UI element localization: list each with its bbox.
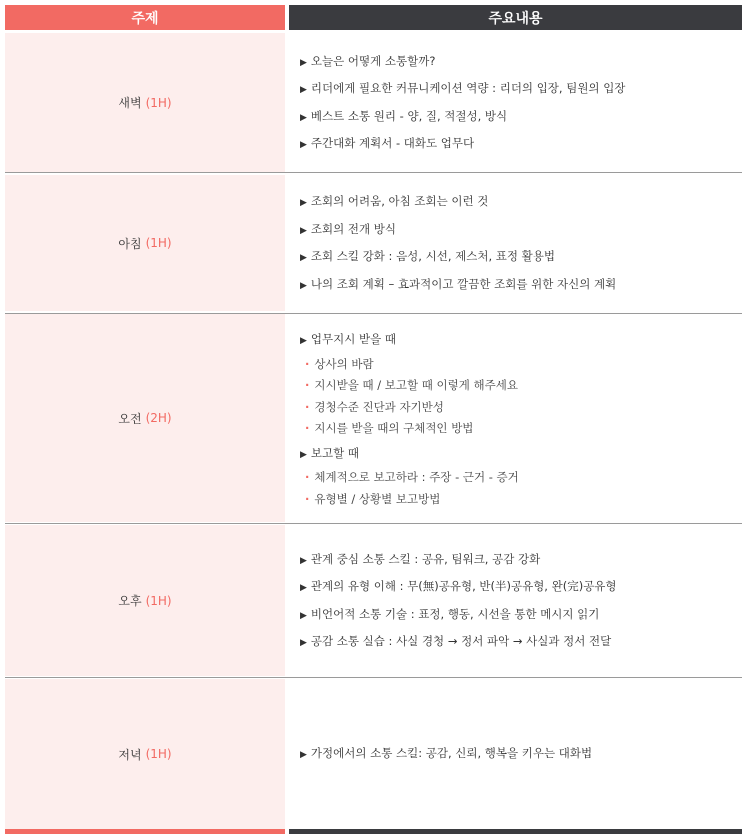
content-item-text: 조회의 어려움, 아침 조회는 이런 것 [310, 194, 489, 208]
bottom-bar-left [5, 829, 285, 834]
topic-name: 오전 [118, 411, 142, 426]
content-item [300, 188, 742, 216]
table-row [5, 314, 742, 522]
content-item [300, 243, 742, 271]
content-item [300, 75, 742, 103]
content-item [300, 48, 742, 76]
header-topic: 주제 [5, 5, 285, 30]
topic-name: 새벽 [118, 96, 142, 110]
row-divider [5, 523, 742, 524]
content-sub-item [300, 375, 742, 397]
content-item [300, 130, 742, 158]
content-item-text: 공감 소통 실습 : 사실 경청 → 정서 파악 → 사실과 정서 전달 [310, 634, 612, 648]
topic-cell [5, 314, 285, 522]
triangle-bullet-icon: ▶ [300, 85, 307, 95]
dot-bullet-icon: · [305, 356, 310, 371]
content-cell [289, 525, 742, 676]
topic-name: 아침 [118, 236, 142, 251]
content-item [300, 546, 742, 574]
content-item-text: 관계의 유형 이해 : 무(無)공유형, 반(半)공유형, 완(完)공유형 [310, 579, 617, 593]
triangle-bullet-icon: ▶ [300, 638, 307, 648]
triangle-bullet-icon: ▶ [300, 112, 307, 123]
topic-name: 오후 [118, 594, 142, 608]
triangle-bullet-icon: ▶ [300, 280, 307, 291]
topic-duration: (1H) [145, 747, 172, 761]
topic-cell [5, 33, 285, 172]
header-content: 주요내용 [289, 5, 742, 30]
topic-duration: (1H) [145, 593, 172, 608]
content-item [300, 326, 742, 354]
content-cell [289, 175, 742, 311]
topic-duration: (2H) [145, 411, 172, 425]
triangle-bullet-icon: ▶ [300, 449, 307, 460]
table-row [5, 525, 742, 676]
content-item [300, 216, 742, 244]
row-divider [5, 677, 742, 678]
content-item-text: 조회의 전개 방식 [310, 221, 396, 236]
dot-bullet-icon: · [305, 421, 310, 435]
table-row [5, 679, 742, 829]
content-item [300, 440, 742, 468]
topic-duration: (1H) [145, 95, 172, 110]
topic-cell [5, 525, 285, 676]
triangle-bullet-icon: ▶ [300, 198, 307, 208]
table-row [5, 33, 742, 172]
content-item [300, 740, 742, 768]
content-item [300, 573, 742, 601]
triangle-bullet-icon: ▶ [300, 555, 307, 566]
content-sub-item-text: 지시받을 때 / 보고할 때 이렇게 해주세요 [314, 378, 518, 392]
triangle-bullet-icon: ▶ [300, 336, 307, 346]
triangle-bullet-icon: ▶ [300, 750, 307, 761]
content-sub-item [300, 489, 742, 511]
dot-bullet-icon: · [305, 491, 310, 506]
content-item [300, 628, 742, 656]
content-item-text: 오늘은 어떻게 소통할까? [310, 53, 436, 68]
content-cell [289, 679, 742, 829]
triangle-bullet-icon: ▶ [300, 140, 307, 150]
content-item-text: 업무지시 받을 때 [310, 332, 396, 346]
content-item [300, 103, 742, 131]
triangle-bullet-icon: ▶ [300, 583, 307, 593]
topic-name: 저녁 [118, 747, 142, 762]
topic-cell [5, 679, 285, 829]
content-item-text: 조회 스킬 강화 : 음성, 시선, 제스처, 표정 활용법 [310, 249, 555, 263]
content-sub-item [300, 354, 742, 376]
dot-bullet-icon: · [305, 399, 310, 414]
row-divider [5, 172, 742, 173]
content-item-text: 보고할 때 [310, 445, 360, 460]
dot-bullet-icon: · [305, 470, 310, 484]
content-item-text: 관계 중심 소통 스킬 : 공유, 팀워크, 공감 강화 [310, 551, 541, 566]
content-item-text: 비언어적 소통 기술 : 표정, 행동, 시선을 통한 메시지 읽기 [310, 606, 600, 621]
content-item [300, 601, 742, 629]
content-item-text: 주간대화 계획서 - 대화도 업무다 [310, 136, 475, 150]
triangle-bullet-icon: ▶ [300, 610, 307, 621]
triangle-bullet-icon: ▶ [300, 57, 307, 68]
triangle-bullet-icon: ▶ [300, 253, 307, 263]
content-item [300, 271, 742, 299]
content-sub-item [300, 418, 742, 440]
content-sub-item-text: 체계적으로 보고하라 : 주장 - 근거 - 증거 [314, 470, 519, 484]
topic-cell [5, 175, 285, 311]
content-sub-item-text: 경청수준 진단과 자기반성 [314, 399, 444, 414]
table-row [5, 175, 742, 311]
row-divider [5, 313, 742, 314]
dot-bullet-icon: · [305, 378, 310, 392]
content-sub-item [300, 397, 742, 419]
content-sub-item-text: 상사의 바람 [314, 356, 374, 371]
bottom-bar-right [289, 829, 742, 834]
content-item-text: 베스트 소통 원리 - 양, 질, 적절성, 방식 [310, 108, 508, 123]
content-item-text: 나의 조회 계획 – 효과적이고 깔끔한 조회를 위한 자신의 계획 [310, 276, 617, 291]
triangle-bullet-icon: ▶ [300, 225, 307, 236]
content-sub-item-text: 유형별 / 상황별 보고방법 [314, 491, 441, 506]
topic-duration: (1H) [145, 236, 172, 250]
content-sub-item [300, 467, 742, 489]
content-cell [289, 33, 742, 172]
content-sub-item-text: 지시를 받을 때의 구체적인 방법 [314, 421, 474, 435]
content-cell [289, 314, 742, 522]
content-item-text: 가정에서의 소통 스킬: 공감, 신뢰, 행복을 키우는 대화법 [310, 746, 593, 761]
content-item-text: 리더에게 필요한 커뮤니케이션 역량 : 리더의 입장, 팀원의 입장 [310, 81, 626, 95]
